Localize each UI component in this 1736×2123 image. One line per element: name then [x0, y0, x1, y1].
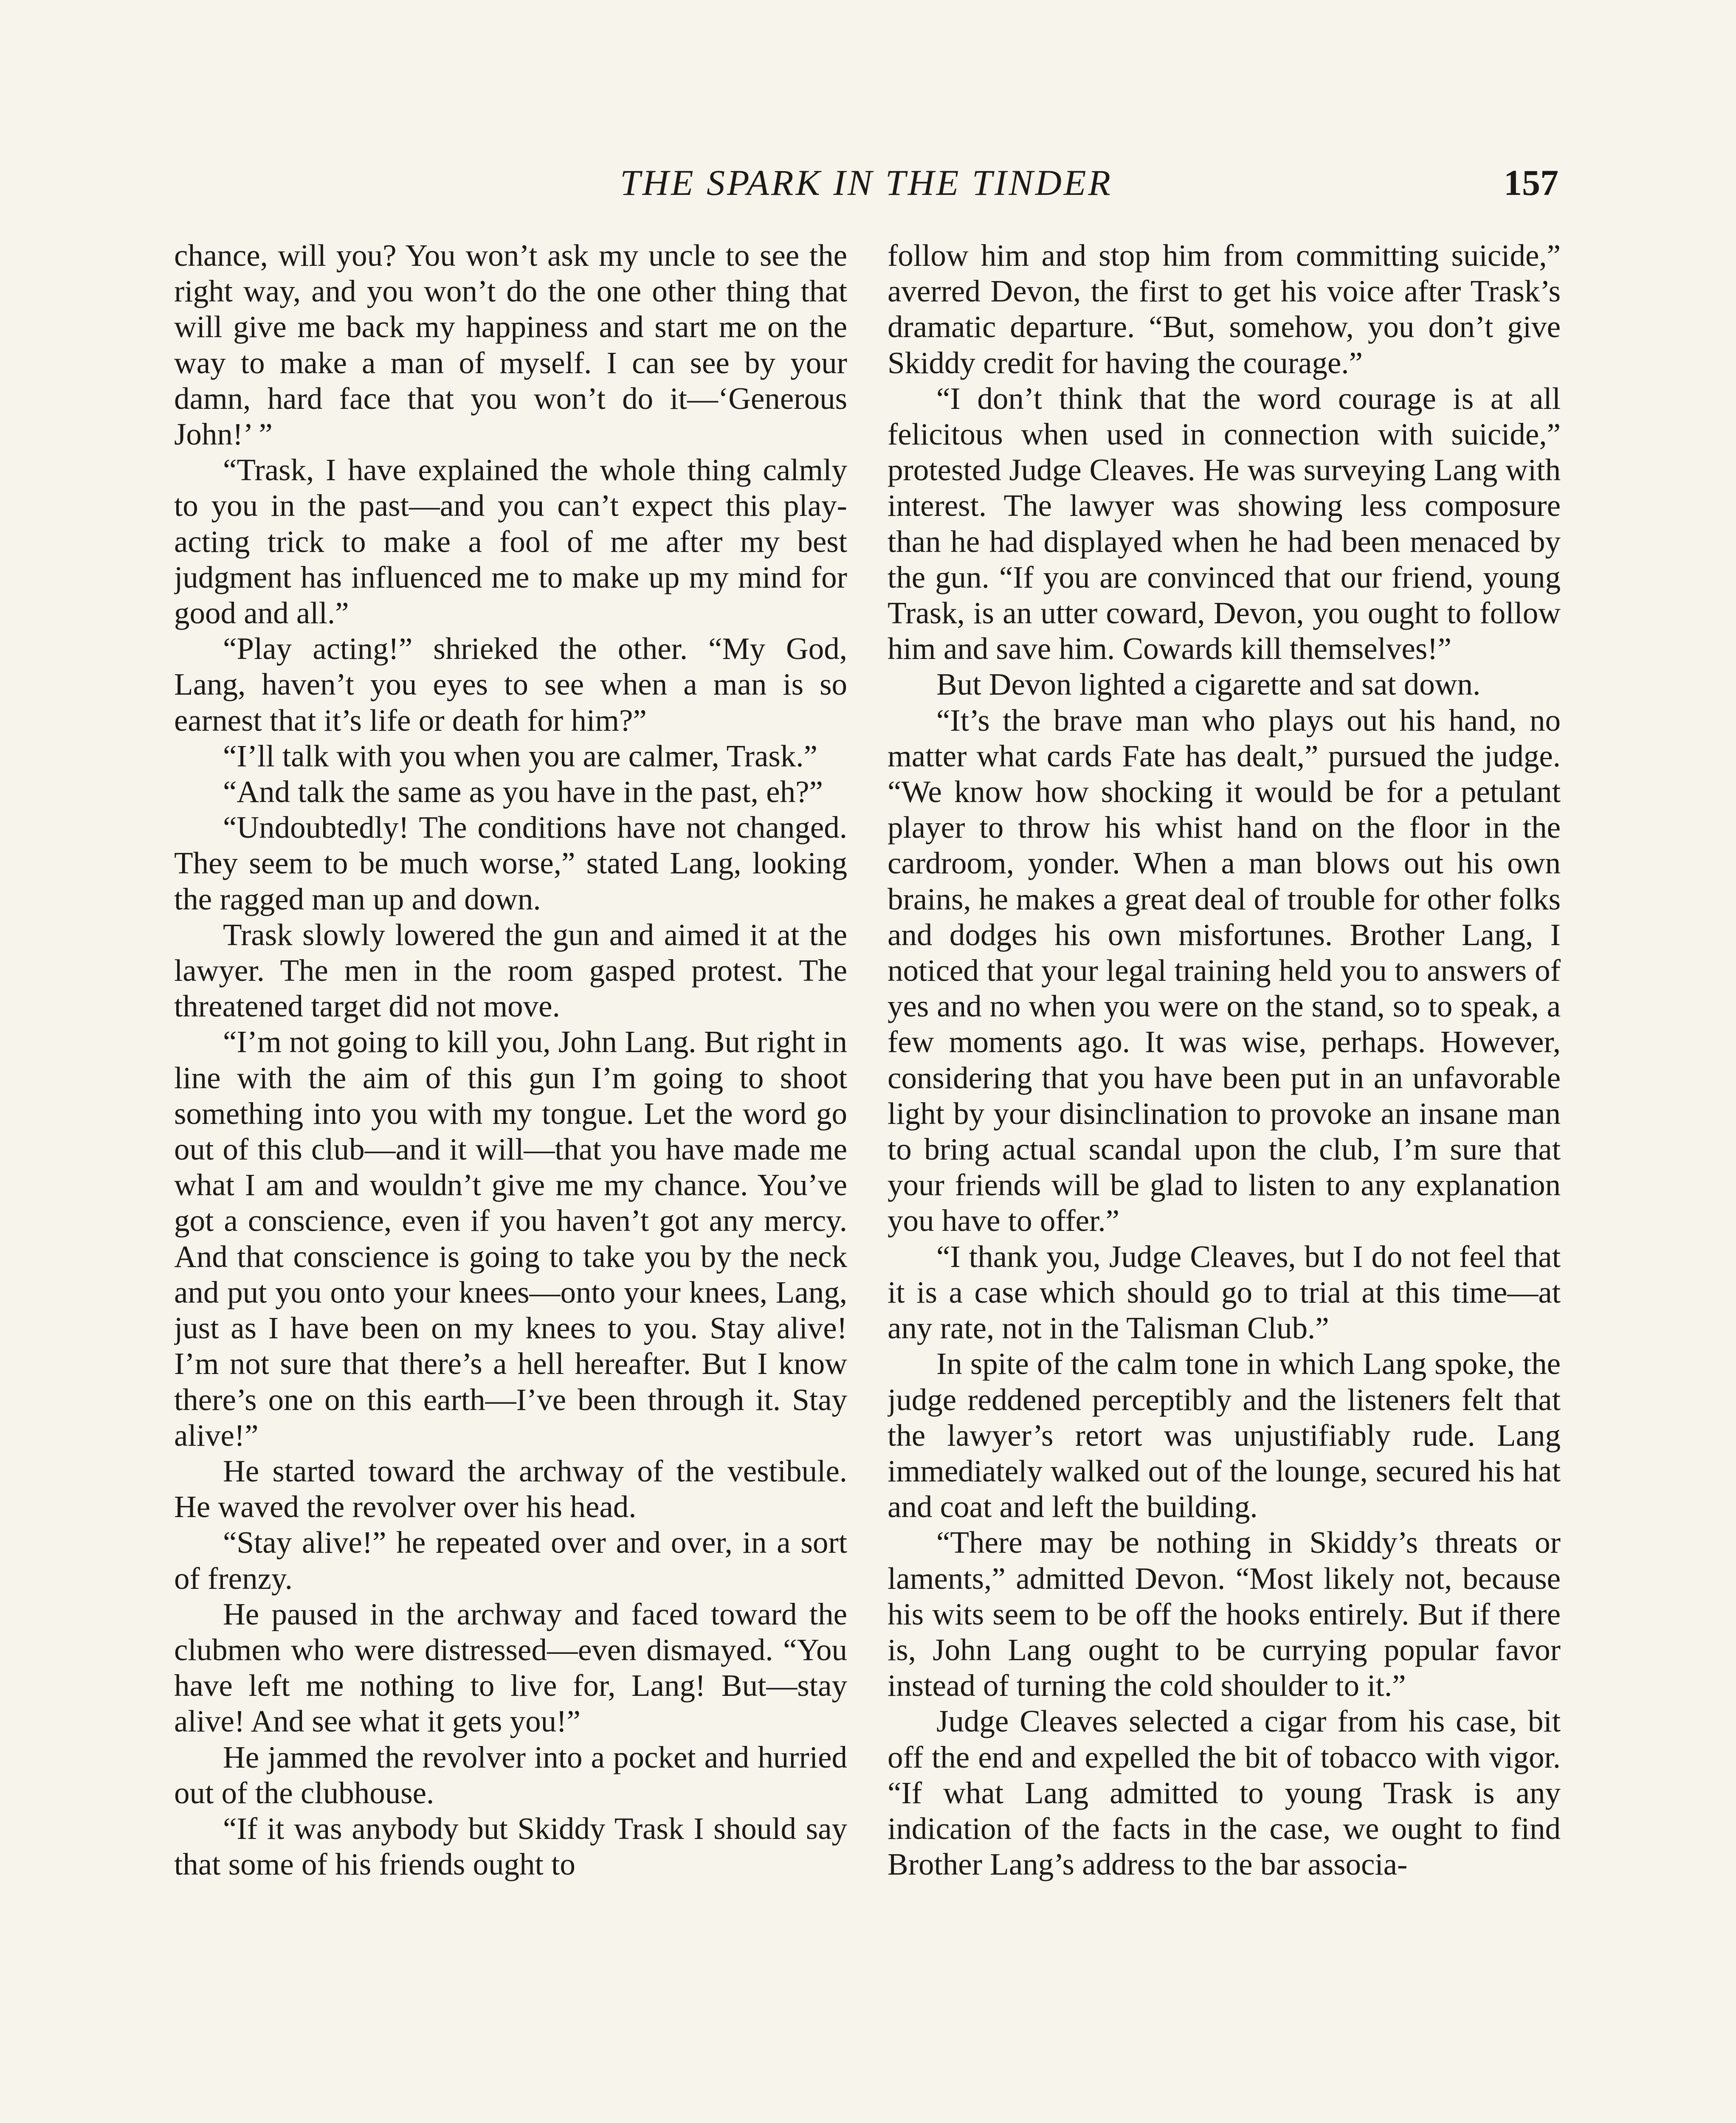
- paragraph: “I thank you, Judge Cleaves, but I do not feel that it is a case which should go to trial at this time—at any rate, not in the Talisman Club.”: [888, 1239, 1561, 1346]
- paragraph: “Stay alive!” he repeated over and over, in a sort of frenzy.: [174, 1525, 847, 1596]
- paragraph: But Devon lighted a cigarette and sat down.: [936, 667, 1481, 702]
- paragraph: He paused in the archway and faced toward the clubmen who were distressed—even dismayed. “You have left me nothing to live for, Lang! But—stay alive! And see what it gets you!”: [174, 1596, 847, 1739]
- paragraph: “I’m not going to kill you, John Lang. But right in line with the aim of this gun I’m going to shoot something into you with my tongue. Let the word go out of this club—and it will—that you have made me what I am and wouldn’t give me my chance. You’ve got a conscience, even if you haven’t got any mercy. And that conscience is going to take you by the neck and put you onto your knees—onto your knees, Lang, just as I have been on my knees to you. Stay alive! I’m not sure that there’s a hell hereafter. But I know there’s one on this earth—I’ve been through it. Stay alive!”: [174, 1025, 847, 1453]
- right-column: [888, 238, 1561, 2123]
- paragraph: “Undoubtedly! The conditions have not changed. They seem to be much worse,” stated Lang, looking the ragged man up and down.: [174, 810, 847, 916]
- paragraph: In spite of the calm tone in which Lang spoke, the judge reddened perceptibly and the listeners felt that the lawyer’s retort was unjustifiably rude. Lang immediately walked out of the lounge, secured his hat and coat and left the building.: [888, 1346, 1561, 1524]
- paragraph: “I don’t think that the word courage is at all felicitous when used in connection with suicide,” protested Judge Cleaves. He was surveying Lang with interest. The lawyer was showing less composure than he had displayed when he had been menaced by the gun. “If you are convinced that our friend, young Trask, is an utter coward, Devon, you ought to follow him and save him. Cowards kill themselves!”: [888, 381, 1561, 666]
- page-number: 157: [1504, 162, 1558, 203]
- left-column: [174, 238, 847, 2123]
- paragraph: chance, will you? You won’t ask my uncle to see the right way, and you won’t do the one other thing that will give me back my happiness and start me on the way to make a man of myself. I can see by your damn, hard face that you won’t do it—‘Generous John!’ ”: [174, 238, 847, 452]
- paragraph: “Trask, I have explained the whole thing calmly to you in the past—and you can’t expect this play-acting trick to make a fool of me after my best judgment has influenced me to make up my mind for good and all.”: [174, 453, 847, 631]
- paragraph: He jammed the revolver into a pocket and hurried out of the clubhouse.: [174, 1740, 847, 1810]
- paragraph: “It’s the brave man who plays out his hand, no matter what cards Fate has dealt,” pursued the judge. “We know how shocking it would be for a petulant player to throw his whist hand on the floor in the cardroom, yonder. When a man blows out his own brains, he makes a great deal of trouble for other folks and dodges his own misfortunes. Brother Lang, I noticed that your legal training held you to answers of yes and no when you were on the stand, so to speak, a few moments ago. It was wise, perhaps. However, considering that you have been put in an unfavorable light by your disinclination to provoke an insane man to bring actual scandal upon the club, I’m sure that your friends will be glad to listen to any explanation you have to offer.”: [888, 703, 1561, 1238]
- paragraph: Trask slowly lowered the gun and aimed it at the lawyer. The men in the room gasped protest. The threatened target did not move.: [174, 917, 847, 1024]
- paragraph: “And talk the same as you have in the past, eh?”: [223, 774, 823, 809]
- paragraph: “Play acting!” shrieked the other. “My God, Lang, haven’t you eyes to see when a man is so earnest that it’s life or death for him?”: [174, 631, 847, 738]
- page-header: [174, 161, 1558, 212]
- paragraph: “There may be nothing in Skiddy’s threats or laments,” admitted Devon. “Most likely not, because his wits seem to be off the hooks entirely. But if there is, John Lang ought to be currying popular favor instead of turning the cold shoulder to it.”: [888, 1525, 1561, 1703]
- paragraph: He started toward the archway of the vestibule. He waved the revolver over his head.: [174, 1453, 847, 1524]
- paragraph: follow him and stop him from committing suicide,” averred Devon, the first to get his voice after Trask’s dramatic departure. “But, somehow, you don’t give Skiddy credit for having the courage.”: [888, 238, 1561, 380]
- paragraph: Judge Cleaves selected a cigar from his case, bit off the end and expelled the bit of tobacco with vigor. “If what Lang admitted to young Trask is any indication of the facts in the case, we ought to find Brother Lang’s address to the bar associa-: [888, 1704, 1561, 1882]
- paragraph: “If it was anybody but Skiddy Trask I should say that some of his friends ought to: [174, 1811, 847, 1882]
- paragraph: “I’ll talk with you when you are calmer, Trask.”: [223, 738, 817, 773]
- running-title: THE SPARK IN THE TINDER: [620, 162, 1113, 203]
